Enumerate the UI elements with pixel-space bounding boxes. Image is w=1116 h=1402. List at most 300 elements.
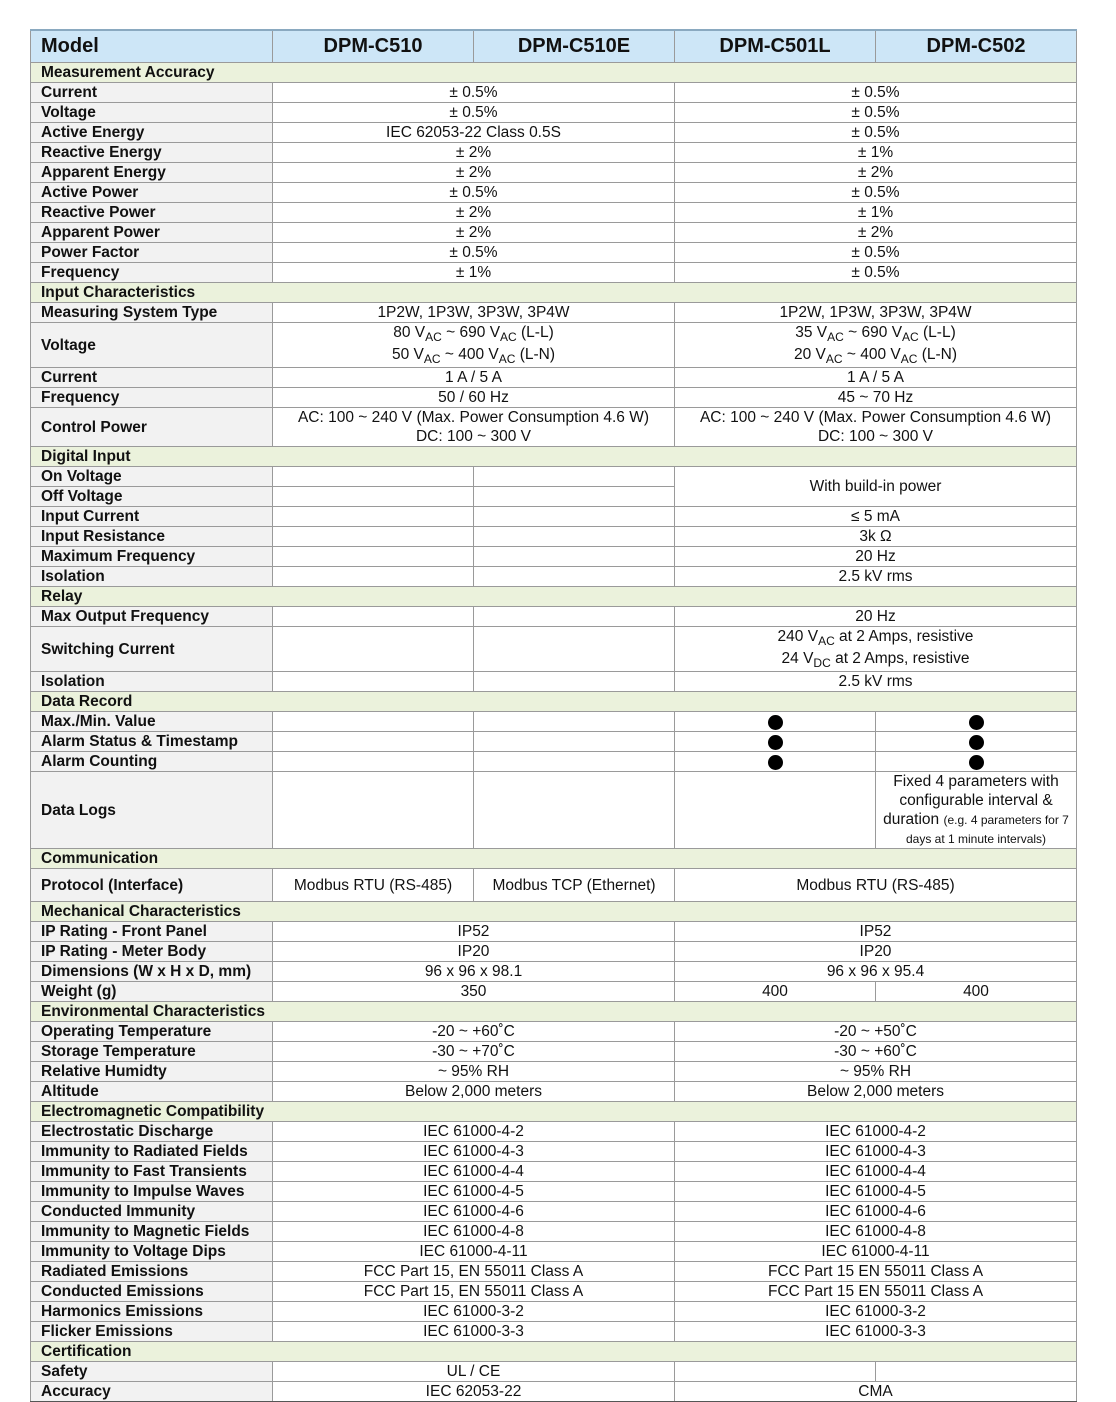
row-label: Immunity to Impulse Waves xyxy=(31,1182,273,1202)
row-label: Storage Temperature xyxy=(31,1042,273,1062)
voltage-mode: (L-L) xyxy=(521,324,554,341)
data-logs-text: Fixed 4 parameters with configurable interval & duration xyxy=(883,773,1059,829)
empty-cell xyxy=(675,1362,876,1382)
value-cell: IP20 xyxy=(675,942,1077,962)
empty-cell xyxy=(876,1362,1077,1382)
value-cell: ± 0.5% xyxy=(675,83,1077,103)
section-row xyxy=(31,447,1077,467)
row-label: Frequency xyxy=(31,263,273,283)
value-cell: IEC 61000-4-8 xyxy=(273,1222,675,1242)
header-row xyxy=(31,30,1077,63)
value-cell: 1P2W, 1P3W, 3P3W, 3P4W xyxy=(675,303,1077,323)
section-row xyxy=(31,1102,1077,1122)
value-cell: 1 A / 5 A xyxy=(675,368,1077,388)
voltage-unit: V xyxy=(413,346,424,364)
value-cell xyxy=(675,752,876,772)
value-cell: 20 Hz xyxy=(675,547,1077,567)
filled-circle-icon xyxy=(969,715,984,730)
voltage-unit: V xyxy=(890,346,901,364)
value-cell: IEC 61000-4-5 xyxy=(675,1182,1077,1202)
value-cell: 350 xyxy=(273,982,675,1002)
section-communication: Communication xyxy=(31,849,1077,869)
range-tilde: ~ xyxy=(848,324,858,341)
filled-circle-icon xyxy=(969,755,984,770)
value-cell: 2.5 kV rms xyxy=(675,672,1077,692)
model-dpm-c502: DPM-C502 xyxy=(876,30,1077,63)
value-cell: ~ 95% RH xyxy=(675,1062,1077,1082)
model-dpm-c510e: DPM-C510E xyxy=(474,30,675,63)
value-cell: ± 2% xyxy=(273,163,675,183)
range-tilde: ~ xyxy=(444,346,454,364)
range-tilde: ~ xyxy=(446,324,456,341)
table-row xyxy=(31,982,1077,1002)
row-label: IP Rating - Front Panel xyxy=(31,922,273,942)
value-cell: ± 2% xyxy=(675,163,1077,183)
empty-cell xyxy=(273,547,474,567)
empty-cell xyxy=(474,487,675,507)
table-row xyxy=(31,123,1077,143)
switching-voltage-sub: DC xyxy=(813,656,831,671)
section-row xyxy=(31,849,1077,869)
section-row xyxy=(31,587,1077,607)
section-digital-input: Digital Input xyxy=(31,447,1077,467)
voltage-value: 50 xyxy=(391,346,410,364)
voltage-value: 690 xyxy=(459,324,486,341)
empty-cell xyxy=(474,712,675,732)
empty-cell xyxy=(273,732,474,752)
row-label: Input Current xyxy=(31,507,273,527)
value-cell: ± 0.5% xyxy=(675,243,1077,263)
value-cell: ± 2% xyxy=(273,223,675,243)
row-label: Harmonics Emissions xyxy=(31,1302,273,1322)
table-row xyxy=(31,1142,1077,1162)
table-row xyxy=(31,1122,1077,1142)
value-cell: 1P2W, 1P3W, 3P3W, 3P4W xyxy=(273,303,675,323)
empty-cell xyxy=(474,772,675,849)
voltage-line xyxy=(677,323,1074,345)
row-label: Input Resistance xyxy=(31,527,273,547)
voltage-value: 690 xyxy=(861,324,888,341)
row-label: Reactive Power xyxy=(31,203,273,223)
empty-cell xyxy=(273,672,474,692)
value-cell xyxy=(675,712,876,732)
table-row xyxy=(31,83,1077,103)
value-cell: ± 1% xyxy=(675,203,1077,223)
value-cell: Below 2,000 meters xyxy=(675,1082,1077,1102)
empty-cell xyxy=(474,547,675,567)
empty-cell xyxy=(273,752,474,772)
row-label: Weight (g) xyxy=(31,982,273,1002)
table-row xyxy=(31,323,1077,368)
table-row xyxy=(31,962,1077,982)
value-cell: ± 0.5% xyxy=(273,83,675,103)
table-row xyxy=(31,922,1077,942)
value-cell: IEC 61000-4-3 xyxy=(675,1142,1077,1162)
row-label: Voltage xyxy=(31,103,273,123)
row-label: Voltage xyxy=(31,323,273,368)
value-cell: IEC 61000-4-11 xyxy=(675,1242,1077,1262)
table-row xyxy=(31,527,1077,547)
filled-circle-icon xyxy=(768,755,783,770)
switching-voltage-sub: AC xyxy=(818,634,835,649)
value-cell xyxy=(876,752,1077,772)
table-row xyxy=(31,408,1077,447)
value-cell: 3k Ω xyxy=(675,527,1077,547)
value-cell: IEC 61000-4-11 xyxy=(273,1242,675,1262)
value-cell: IEC 61000-4-2 xyxy=(675,1122,1077,1142)
row-label: Power Factor xyxy=(31,243,273,263)
row-label: IP Rating - Meter Body xyxy=(31,942,273,962)
switching-text: at 2 Amps, resistive xyxy=(834,628,974,646)
control-ac: AC: 100 ~ 240 V (Max. Power Consumption 4.6 W) xyxy=(699,409,1052,427)
model-dpm-c501l: DPM-C501L xyxy=(675,30,876,63)
row-label: On Voltage xyxy=(31,467,273,487)
voltage-value: 35 xyxy=(795,324,813,341)
switching-voltage: 24 V xyxy=(781,650,814,668)
empty-cell xyxy=(474,507,675,527)
empty-cell xyxy=(675,772,876,849)
model-header: Model xyxy=(31,30,273,63)
voltage-unit: V xyxy=(414,324,426,341)
empty-cell xyxy=(474,607,675,627)
value-cell xyxy=(876,712,1077,732)
row-label: Active Power xyxy=(31,183,273,203)
control-dc: DC: 100 ~ 300 V xyxy=(415,428,532,446)
row-label: Active Energy xyxy=(31,123,273,143)
row-label: Apparent Power xyxy=(31,223,273,243)
value-cell: ± 0.5% xyxy=(273,103,675,123)
table-row xyxy=(31,1262,1077,1282)
value-cell: ± 2% xyxy=(675,223,1077,243)
table-row xyxy=(31,732,1077,752)
value-cell: 96 x 96 x 95.4 xyxy=(675,962,1077,982)
table-row xyxy=(31,712,1077,732)
value-cell: 45 ~ 70 Hz xyxy=(675,388,1077,408)
voltage-unit-sub: AC xyxy=(425,330,442,345)
empty-cell xyxy=(273,772,474,849)
value-cell: ± 2% xyxy=(273,203,675,223)
voltage-unit-sub: AC xyxy=(900,352,918,367)
value-cell xyxy=(675,323,1077,368)
table-row xyxy=(31,1282,1077,1302)
table-row xyxy=(31,547,1077,567)
value-cell xyxy=(273,323,675,368)
voltage-unit-sub: AC xyxy=(827,330,844,345)
empty-cell xyxy=(273,487,474,507)
row-label: Operating Temperature xyxy=(31,1022,273,1042)
table-row xyxy=(31,627,1077,672)
value-cell xyxy=(876,772,1077,849)
row-label: Max./Min. Value xyxy=(31,712,273,732)
table-row xyxy=(31,1062,1077,1082)
table-row xyxy=(31,752,1077,772)
value-cell: IEC 62053-22 Class 0.5S xyxy=(273,123,675,143)
table-row xyxy=(31,772,1077,849)
empty-cell xyxy=(474,752,675,772)
row-label: Radiated Emissions xyxy=(31,1262,273,1282)
voltage-unit-sub: AC xyxy=(498,352,516,367)
value-cell: IEC 61000-4-4 xyxy=(675,1162,1077,1182)
empty-cell xyxy=(474,732,675,752)
value-cell: IEC 61000-3-2 xyxy=(675,1302,1077,1322)
voltage-value: 80 xyxy=(393,324,411,341)
voltage-unit-sub: AC xyxy=(902,330,919,345)
voltage-unit-sub: AC xyxy=(825,352,843,367)
value-cell: 50 / 60 Hz xyxy=(273,388,675,408)
table-row xyxy=(31,223,1077,243)
value-cell: ± 0.5% xyxy=(675,263,1077,283)
value-cell xyxy=(675,732,876,752)
table-row xyxy=(31,368,1077,388)
table-row xyxy=(31,1082,1077,1102)
empty-cell xyxy=(273,712,474,732)
table-row xyxy=(31,183,1077,203)
voltage-unit: V xyxy=(489,324,501,341)
value-cell: IEC 61000-4-5 xyxy=(273,1182,675,1202)
table-row xyxy=(31,1162,1077,1182)
value-cell: ± 1% xyxy=(675,143,1077,163)
table-row xyxy=(31,388,1077,408)
data-logs-note: (e.g. 4 parameters for 7 days at 1 minute intervals) xyxy=(905,813,1069,847)
value-cell: IEC 61000-4-6 xyxy=(273,1202,675,1222)
table-row xyxy=(31,263,1077,283)
table-row xyxy=(31,303,1077,323)
value-cell: ± 0.5% xyxy=(273,243,675,263)
row-label: Apparent Energy xyxy=(31,163,273,183)
filled-circle-icon xyxy=(969,735,984,750)
empty-cell xyxy=(273,507,474,527)
section-certification: Certification xyxy=(31,1342,1077,1362)
row-label: Accuracy xyxy=(31,1382,273,1402)
value-cell: 96 x 96 x 98.1 xyxy=(273,962,675,982)
value-cell: ± 1% xyxy=(273,263,675,283)
filled-circle-icon xyxy=(768,735,783,750)
table-row xyxy=(31,163,1077,183)
value-cell: FCC Part 15 EN 55011 Class A xyxy=(675,1262,1077,1282)
table-row xyxy=(31,143,1077,163)
section-row xyxy=(31,1342,1077,1362)
value-cell: ± 0.5% xyxy=(675,123,1077,143)
table-row xyxy=(31,607,1077,627)
switching-line xyxy=(677,649,1074,671)
value-cell: ~ 95% RH xyxy=(273,1062,675,1082)
row-label: Immunity to Radiated Fields xyxy=(31,1142,273,1162)
voltage-unit-sub: AC xyxy=(423,352,441,367)
voltage-value: 400 xyxy=(458,346,485,364)
empty-cell xyxy=(474,467,675,487)
row-label: Alarm Status & Timestamp xyxy=(31,732,273,752)
row-label: Altitude xyxy=(31,1082,273,1102)
value-cell: 20 Hz xyxy=(675,607,1077,627)
value-cell: IEC 62053-22 xyxy=(273,1382,675,1402)
row-label: Data Logs xyxy=(31,772,273,849)
table-row xyxy=(31,1222,1077,1242)
voltage-unit-sub: AC xyxy=(500,330,517,345)
row-label: Current xyxy=(31,83,273,103)
switching-line xyxy=(677,627,1074,649)
control-ac: AC: 100 ~ 240 V (Max. Power Consumption 4.6 W) xyxy=(297,409,650,427)
row-label: Alarm Counting xyxy=(31,752,273,772)
empty-cell xyxy=(273,467,474,487)
value-cell: 400 xyxy=(876,982,1077,1002)
row-label: Immunity to Voltage Dips xyxy=(31,1242,273,1262)
row-label: Maximum Frequency xyxy=(31,547,273,567)
empty-cell xyxy=(273,607,474,627)
model-dpm-c510: DPM-C510 xyxy=(273,30,474,63)
value-cell: -20 ~ +50˚C xyxy=(675,1022,1077,1042)
value-cell: Modbus RTU (RS-485) xyxy=(273,869,474,902)
value-cell: CMA xyxy=(675,1382,1077,1402)
value-cell: IEC 61000-3-3 xyxy=(675,1322,1077,1342)
section-row xyxy=(31,283,1077,303)
voltage-mode: (L-L) xyxy=(923,324,956,341)
value-cell: Modbus TCP (Ethernet) xyxy=(474,869,675,902)
row-label: Off Voltage xyxy=(31,487,273,507)
value-cell: Modbus RTU (RS-485) xyxy=(675,869,1077,902)
row-label: Measuring System Type xyxy=(31,303,273,323)
value-cell: -20 ~ +60˚C xyxy=(273,1022,675,1042)
voltage-line xyxy=(677,345,1074,367)
value-cell: With build-in power xyxy=(675,467,1077,507)
row-label: Dimensions (W x H x D, mm) xyxy=(31,962,273,982)
value-cell: 1 A / 5 A xyxy=(273,368,675,388)
value-cell: UL / CE xyxy=(273,1362,675,1382)
table-row xyxy=(31,1362,1077,1382)
value-cell: ≤ 5 mA xyxy=(675,507,1077,527)
value-cell: ± 0.5% xyxy=(675,103,1077,123)
value-cell: IEC 61000-4-4 xyxy=(273,1162,675,1182)
voltage-unit: V xyxy=(488,346,499,364)
table-row xyxy=(31,1242,1077,1262)
voltage-value: 20 xyxy=(793,346,812,364)
row-label: Current xyxy=(31,368,273,388)
section-measurement-accuracy: Measurement Accuracy xyxy=(31,63,1077,83)
section-row xyxy=(31,902,1077,922)
row-label: Immunity to Fast Transients xyxy=(31,1162,273,1182)
table-row xyxy=(31,869,1077,902)
row-label: Switching Current xyxy=(31,627,273,672)
value-cell xyxy=(876,732,1077,752)
row-label: Isolation xyxy=(31,567,273,587)
value-cell xyxy=(675,408,1077,447)
row-label: Electrostatic Discharge xyxy=(31,1122,273,1142)
voltage-line xyxy=(275,323,672,345)
section-relay: Relay xyxy=(31,587,1077,607)
section-row xyxy=(31,692,1077,712)
value-cell xyxy=(273,408,675,447)
spec-table xyxy=(30,29,1077,1402)
table-row xyxy=(31,243,1077,263)
voltage-value: 400 xyxy=(860,346,887,364)
table-row xyxy=(31,203,1077,223)
value-cell: IEC 61000-4-6 xyxy=(675,1202,1077,1222)
section-row xyxy=(31,63,1077,83)
table-row xyxy=(31,672,1077,692)
value-cell: FCC Part 15, EN 55011 Class A xyxy=(273,1262,675,1282)
empty-cell xyxy=(474,627,675,672)
empty-cell xyxy=(474,527,675,547)
table-row xyxy=(31,1302,1077,1322)
control-dc: DC: 100 ~ 300 V xyxy=(817,428,934,446)
table-row xyxy=(31,1322,1077,1342)
voltage-unit: V xyxy=(816,324,828,341)
voltage-unit: V xyxy=(891,324,903,341)
row-label: Flicker Emissions xyxy=(31,1322,273,1342)
section-mechanical: Mechanical Characteristics xyxy=(31,902,1077,922)
table-row xyxy=(31,1182,1077,1202)
section-environmental: Environmental Characteristics xyxy=(31,1002,1077,1022)
section-emc: Electromagnetic Compatibility xyxy=(31,1102,1077,1122)
value-cell: FCC Part 15, EN 55011 Class A xyxy=(273,1282,675,1302)
value-cell: 2.5 kV rms xyxy=(675,567,1077,587)
empty-cell xyxy=(273,627,474,672)
section-row xyxy=(31,1002,1077,1022)
switching-text: at 2 Amps, resistive xyxy=(830,650,970,668)
value-cell: ± 0.5% xyxy=(675,183,1077,203)
value-cell: -30 ~ +70˚C xyxy=(273,1042,675,1062)
row-label: Max Output Frequency xyxy=(31,607,273,627)
table-row xyxy=(31,1202,1077,1222)
table-row xyxy=(31,1022,1077,1042)
row-label: Frequency xyxy=(31,388,273,408)
empty-cell xyxy=(474,567,675,587)
voltage-unit: V xyxy=(815,346,826,364)
voltage-mode: (L-N) xyxy=(921,346,958,364)
section-data-record: Data Record xyxy=(31,692,1077,712)
value-cell xyxy=(675,627,1077,672)
voltage-line xyxy=(275,345,672,367)
empty-cell xyxy=(273,527,474,547)
row-label: Conducted Emissions xyxy=(31,1282,273,1302)
table-row xyxy=(31,1042,1077,1062)
value-cell: FCC Part 15 EN 55011 Class A xyxy=(675,1282,1077,1302)
value-cell: Below 2,000 meters xyxy=(273,1082,675,1102)
table-row xyxy=(31,103,1077,123)
value-cell: 400 xyxy=(675,982,876,1002)
empty-cell xyxy=(474,672,675,692)
value-cell: -30 ~ +60˚C xyxy=(675,1042,1077,1062)
section-input-characteristics: Input Characteristics xyxy=(31,283,1077,303)
range-tilde: ~ xyxy=(846,346,856,364)
value-cell: ± 2% xyxy=(273,143,675,163)
row-label: Safety xyxy=(31,1362,273,1382)
filled-circle-icon xyxy=(768,715,783,730)
table-row xyxy=(31,942,1077,962)
row-label: Conducted Immunity xyxy=(31,1202,273,1222)
table-row xyxy=(31,567,1077,587)
value-cell: IP52 xyxy=(273,922,675,942)
row-label: Control Power xyxy=(31,408,273,447)
value-cell: IEC 61000-4-2 xyxy=(273,1122,675,1142)
row-label: Reactive Energy xyxy=(31,143,273,163)
value-cell: ± 0.5% xyxy=(273,183,675,203)
voltage-mode: (L-N) xyxy=(519,346,556,364)
table-row xyxy=(31,507,1077,527)
value-cell: IEC 61000-4-8 xyxy=(675,1222,1077,1242)
switching-voltage: 240 V xyxy=(777,628,819,646)
value-cell: IP52 xyxy=(675,922,1077,942)
value-cell: IEC 61000-4-3 xyxy=(273,1142,675,1162)
row-label: Relative Humidty xyxy=(31,1062,273,1082)
value-cell: IEC 61000-3-3 xyxy=(273,1322,675,1342)
row-label: Immunity to Magnetic Fields xyxy=(31,1222,273,1242)
value-cell: IP20 xyxy=(273,942,675,962)
table-row xyxy=(31,467,1077,487)
row-label: Protocol (Interface) xyxy=(31,869,273,902)
row-label: Isolation xyxy=(31,672,273,692)
value-cell: IEC 61000-3-2 xyxy=(273,1302,675,1322)
empty-cell xyxy=(273,567,474,587)
